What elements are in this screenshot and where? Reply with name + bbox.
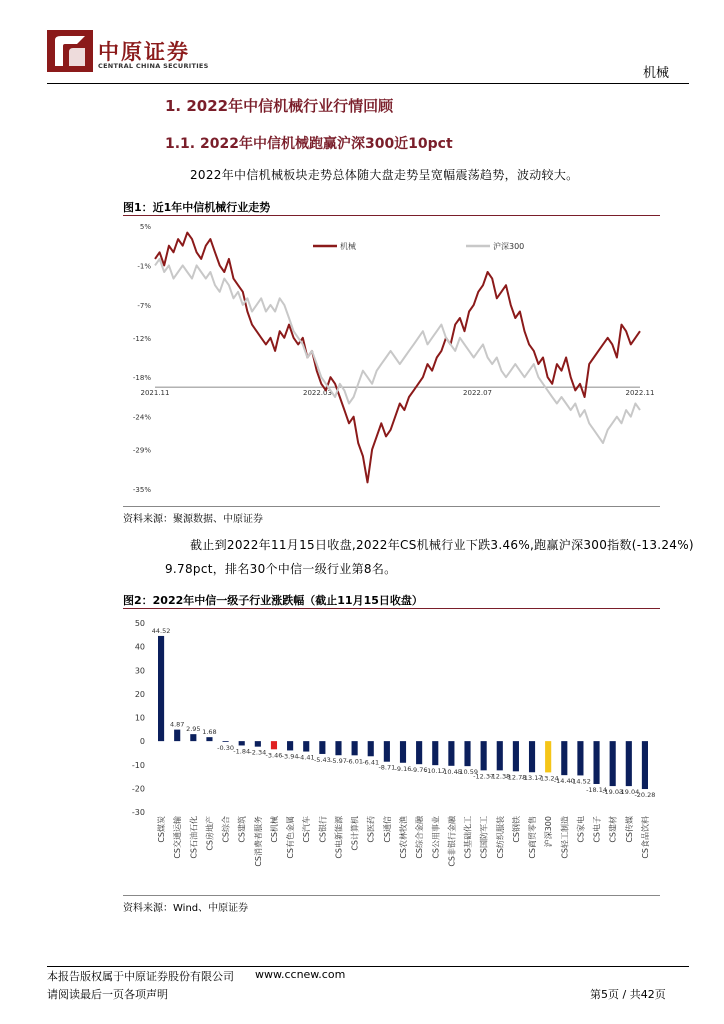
- bar: [400, 741, 406, 763]
- category-label: CS基础化工: [463, 816, 473, 859]
- footer-disclaimer-note: 请阅读最后一页各项声明: [47, 988, 168, 1001]
- y-tick-label: -1%: [137, 262, 151, 271]
- bar: [529, 741, 535, 772]
- legend-label: 机械: [340, 242, 356, 251]
- category-label: CS综合金融: [415, 816, 425, 859]
- series-line-machinery: [155, 233, 640, 483]
- bar: [561, 741, 567, 775]
- company-name-en: CENTRAL CHINA SECURITIES: [98, 62, 209, 70]
- category-label: CS纺织服装: [495, 816, 505, 859]
- data-label: -18.14: [586, 785, 608, 794]
- category-label: CS钢铁: [511, 816, 521, 843]
- industry-trend-line-chart: [123, 216, 660, 506]
- paragraph-2-line-1: 截止到2022年11月15日收盘,2022年CS机械行业下跌3.46%,跑赢沪深300指数(-13.24%): [190, 538, 694, 552]
- data-label: -12.78: [505, 773, 527, 782]
- data-label: -1.84: [233, 747, 251, 756]
- paragraph-2-line-2: 9.78pct，排名30个中信一级行业第8名。: [165, 562, 397, 576]
- bar: [303, 741, 309, 751]
- data-label: -12.38: [489, 772, 511, 781]
- category-label: CS农林牧渔: [399, 816, 408, 859]
- category-label: 沪深300: [544, 816, 554, 848]
- bar: [593, 741, 599, 784]
- category-label: CS煤炭: [157, 816, 167, 843]
- figure-2-title: 图2：2022年中信一级子行业涨跌幅（截止11月15日收盘）: [123, 594, 423, 607]
- category-label: CS建筑: [237, 816, 247, 843]
- bar: [368, 741, 374, 756]
- footer-copyright: 本报告版权属于中原证券股份有限公司: [47, 970, 234, 983]
- bar: [481, 741, 487, 770]
- bar: [319, 741, 325, 754]
- x-tick-label: 2021.11: [140, 389, 170, 398]
- bar: [174, 730, 180, 742]
- y-tick-label: -18%: [132, 374, 151, 383]
- category-label: CS银行: [318, 816, 328, 843]
- bar: [545, 741, 551, 772]
- data-label: -9.16: [394, 764, 412, 773]
- category-label: CS有色金属: [286, 816, 296, 859]
- legend-label: 沪深300: [493, 242, 525, 251]
- series-line-csi300: [155, 259, 640, 443]
- bar: [416, 741, 422, 764]
- footer-divider: [47, 966, 689, 967]
- heading-2: 1.1. 2022年中信机械跑赢沪深300近10pct: [165, 136, 453, 152]
- category-label: CS交通运输: [173, 816, 183, 859]
- bar: [190, 734, 196, 741]
- category-label: CS轻工制造: [560, 816, 570, 859]
- data-label: -3.94: [281, 752, 299, 761]
- bar: [432, 741, 438, 765]
- bar: [384, 741, 390, 762]
- category-label: CS计算机: [350, 816, 360, 851]
- category-label: CS家电: [576, 816, 586, 843]
- data-label: -2.34: [249, 748, 267, 757]
- data-label: 2.95: [186, 725, 201, 734]
- figure-2-bottom-rule: [123, 895, 660, 896]
- y-tick-label: -20: [131, 784, 145, 794]
- category-label: CS医药: [366, 816, 376, 843]
- data-label: -5.97: [330, 757, 347, 766]
- paragraph-1: 2022年中信机械板块走势总体随大盘走势呈宽幅震荡趋势，波动较大。: [190, 168, 579, 182]
- category-label: CS房地产: [205, 816, 215, 851]
- bar: [223, 741, 229, 742]
- x-tick-label: 2022.03: [302, 389, 332, 398]
- bar: [335, 741, 341, 755]
- header-divider: [47, 83, 689, 84]
- y-tick-label: 20: [134, 689, 145, 699]
- data-label: -20.28: [634, 791, 656, 800]
- data-label: -13.24: [537, 774, 559, 783]
- data-label: -10.59: [457, 768, 479, 777]
- bar: [497, 741, 503, 770]
- footer-url-link[interactable]: www.ccnew.com: [255, 968, 346, 981]
- category-label: CS机械: [269, 816, 279, 843]
- figure-1-bottom-rule: [123, 506, 660, 507]
- category-label: CS商贸零售: [528, 816, 538, 859]
- footer-page-number: 第5页 / 共42页: [590, 988, 666, 1001]
- category-label: CS汽车: [302, 816, 312, 843]
- y-tick-label: 40: [134, 642, 145, 652]
- bar: [158, 636, 164, 741]
- category-label: CS食品饮料: [640, 816, 650, 859]
- data-label: -3.46: [265, 751, 283, 760]
- category-label: CS公用事业: [431, 816, 441, 859]
- bar: [626, 741, 632, 786]
- category-label: CS非银行金融: [447, 816, 457, 867]
- data-label: -10.17: [424, 767, 446, 776]
- data-label: -13.17: [521, 774, 543, 783]
- category-label: CS综合: [221, 816, 231, 843]
- company-name-cn: 中原证券: [98, 39, 190, 64]
- category-label: CS消费者服务: [253, 816, 263, 867]
- figure-1-title: 图1：近1年中信机械行业走势: [123, 201, 271, 214]
- data-label: -19.04: [618, 788, 640, 797]
- bar: [448, 741, 454, 766]
- data-label: -6.01: [346, 757, 364, 766]
- data-label: -6.41: [362, 758, 380, 767]
- y-tick-label: 0: [139, 737, 145, 747]
- subindustry-return-bar-chart: [123, 609, 660, 895]
- company-logo-icon: [47, 30, 93, 72]
- y-tick-label: -35%: [132, 486, 151, 494]
- figure-2-source: 资料来源：Wind、中原证券: [123, 903, 249, 914]
- data-label: -14.40: [553, 777, 575, 786]
- figure-1-source: 资料来源：聚源数据、中原证券: [123, 514, 263, 525]
- category-label: CS通信: [382, 816, 392, 843]
- x-tick-label: 2022.11: [625, 389, 655, 398]
- bar: [239, 741, 245, 745]
- data-label: -4.41: [297, 753, 315, 762]
- y-tick-label: 5%: [139, 223, 151, 231]
- bar: [271, 741, 277, 749]
- x-tick-label: 2022.07: [463, 389, 493, 398]
- data-label: 44.52: [151, 626, 171, 635]
- bar: [642, 741, 648, 789]
- bar: [464, 741, 470, 766]
- bar: [610, 741, 616, 786]
- data-label: -8.71: [378, 763, 396, 772]
- category-label: CS国防军工: [479, 816, 489, 859]
- category-label: CS电新能源: [334, 816, 344, 859]
- heading-1: 1. 2022年中信机械行业行情回顾: [165, 97, 394, 115]
- y-tick-label: -7%: [137, 301, 151, 310]
- data-label: -9.76: [410, 766, 428, 775]
- y-tick-label: -24%: [132, 413, 151, 422]
- bar: [206, 737, 212, 741]
- bar: [513, 741, 519, 771]
- data-label: -10.45: [440, 767, 462, 776]
- category-label: CS石油石化: [189, 816, 199, 859]
- bar: [352, 741, 358, 755]
- y-tick-label: -12%: [132, 334, 151, 343]
- y-tick-label: -10: [131, 760, 145, 770]
- section-label: 机械: [643, 66, 670, 81]
- y-tick-label: 30: [134, 666, 145, 676]
- bar: [255, 741, 261, 747]
- data-label: -19.03: [602, 788, 624, 797]
- category-label: CS电子: [592, 816, 602, 843]
- y-tick-label: 50: [134, 619, 145, 628]
- category-label: CS建材: [608, 816, 618, 843]
- data-label: -14.52: [569, 777, 591, 786]
- y-tick-label: -30: [131, 808, 145, 817]
- bar: [287, 741, 293, 750]
- y-tick-label: -29%: [132, 446, 151, 455]
- y-tick-label: 10: [134, 713, 145, 723]
- data-label: 1.68: [202, 728, 217, 737]
- data-label: -5.43: [313, 755, 331, 764]
- data-label: 4.87: [169, 720, 185, 729]
- data-label: -12.37: [473, 772, 495, 781]
- bar: [577, 741, 583, 775]
- data-label: -0.30: [217, 743, 234, 752]
- category-label: CS传媒: [624, 816, 634, 843]
